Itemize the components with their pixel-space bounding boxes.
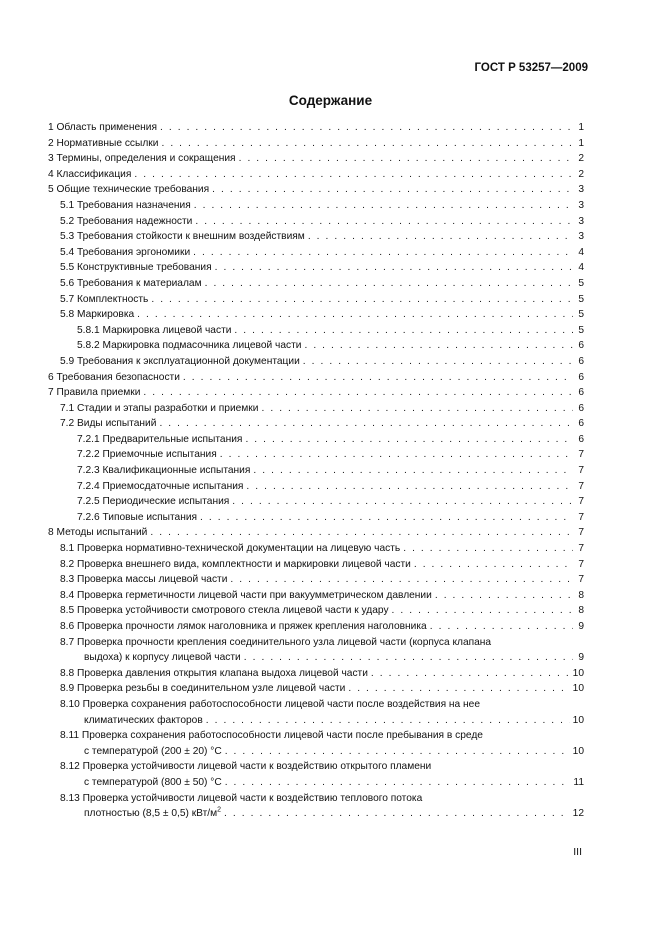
toc-entry-page: 7 [578, 574, 584, 586]
toc-entry-row [60, 713, 584, 729]
toc-entry-label: 8.4 Проверка герметичности лицевой части при вакуумметрическом давлении [60, 589, 432, 601]
toc-entry-row [60, 603, 584, 619]
toc-dot-leader [245, 432, 573, 448]
toc-entry-label: 3 Термины, определения и сокращения [48, 153, 236, 165]
toc-entry-row [60, 619, 584, 635]
toc-entry-label: 8.1 Проверка нормативно-технической документации на лицевую часть [60, 543, 401, 555]
toc-dot-leader [159, 416, 573, 432]
toc-entry-row [77, 463, 584, 479]
toc-entry-page: 7 [578, 558, 584, 570]
toc-entry-title-line: 8.7 Проверка прочности крепления соединительного узла лицевой части (корпуса клапана [60, 636, 492, 648]
toc-entry-page: 12 [572, 808, 584, 820]
toc-entry-label: 7.2.6 Типовые испытания [77, 511, 198, 523]
toc-dot-leader [435, 588, 573, 604]
toc-entry-label: 6 Требования безопасности [48, 371, 180, 383]
toc-dot-leader [308, 229, 573, 245]
toc-entry[interactable] [48, 229, 584, 245]
toc-entry[interactable] [48, 292, 584, 308]
toc-entry-row [48, 525, 584, 541]
toc-entry-page: 3 [578, 184, 584, 196]
toc-entry-row [60, 292, 584, 308]
toc-entry-row [60, 806, 584, 822]
toc-entry-page: 6 [578, 402, 584, 414]
toc-entry[interactable] [48, 307, 584, 323]
toc-dot-leader [183, 370, 573, 386]
toc-entry-row [77, 323, 584, 339]
toc-entry-row [48, 120, 584, 136]
toc-entry-page: 7 [578, 465, 584, 477]
toc-entry-label: 8.5 Проверка устойчивости смотрового стекла лицевой части к удару [60, 605, 389, 617]
toc-entry-page: 5 [578, 324, 584, 336]
toc-entry-page: 3 [578, 215, 584, 227]
toc-entry[interactable] [48, 588, 584, 604]
toc-entry-row [60, 650, 584, 666]
toc-entry[interactable] [48, 167, 584, 183]
toc-entry-label: 5 Общие технические требования [48, 184, 210, 196]
toc-entry-row [77, 338, 584, 354]
toc-entry[interactable] [48, 432, 584, 448]
toc-dot-leader [234, 323, 573, 339]
toc-entry-page: 2 [578, 153, 584, 165]
toc-entry-label: 7.1 Стадии и этапы разработки и приемки [60, 402, 259, 414]
toc-entry-page: 6 [578, 340, 584, 352]
toc-entry-row [77, 447, 584, 463]
toc-entry-label: 8.8 Проверка давления открытия клапана выдоха лицевой части [60, 667, 368, 679]
toc-entry-label: 7.2.3 Квалификационные испытания [77, 465, 251, 477]
toc-entry-page: 6 [578, 387, 584, 399]
toc-entry-row [60, 744, 584, 760]
toc-entry-page: 4 [578, 262, 584, 274]
toc-entry-label: 7.2.2 Приемочные испытания [77, 449, 217, 461]
toc-dot-leader [137, 307, 573, 323]
toc-entry-row [77, 479, 584, 495]
toc-entry-page: 7 [578, 527, 584, 539]
toc-entry-label: 1 Область применения [48, 122, 157, 133]
toc-dot-leader [348, 681, 569, 697]
toc-entry-label: 7.2.4 Приемосдаточные испытания [77, 480, 244, 492]
page-title: Содержание [288, 93, 373, 108]
toc-entry-label: 7 Правила приемки [48, 387, 141, 399]
toc-entry-label: 5.3 Требования стойкости к внешним воздействиям [60, 231, 305, 243]
toc-entry[interactable] [48, 151, 584, 167]
toc-entry-row [60, 541, 584, 557]
toc-entry-row [60, 681, 584, 697]
toc-dot-leader [160, 120, 573, 136]
toc-entry[interactable] [48, 245, 584, 261]
toc-entry[interactable] [48, 385, 584, 401]
toc-entry-page: 8 [578, 589, 584, 601]
toc-dot-leader [220, 447, 573, 463]
toc-entry-page: 7 [578, 480, 584, 492]
toc-entry-page: 6 [578, 418, 584, 430]
page-number: III [573, 846, 582, 858]
toc-entry-row [48, 167, 584, 183]
toc-entry-page: 6 [578, 371, 584, 383]
toc-dot-leader [230, 572, 573, 588]
toc-entry[interactable] [48, 759, 584, 790]
toc-dot-leader [215, 260, 573, 276]
toc-entry-page: 7 [578, 449, 584, 461]
toc-dot-leader [212, 182, 573, 198]
toc-entry-label: 5.8.2 Маркировка подмасочника лицевой части [77, 340, 302, 352]
toc-entry[interactable] [48, 619, 584, 635]
toc-entry-page: 7 [578, 496, 584, 508]
toc-entry-label: 8.2 Проверка внешнего вида, комплектности и маркировки лицевой части [60, 558, 411, 570]
toc-entry-label: 5.5 Конструктивные требования [60, 262, 212, 274]
toc-dot-leader [403, 541, 573, 557]
toc-dot-leader [206, 713, 570, 729]
toc-entry-row [60, 198, 584, 214]
toc-entry[interactable] [48, 338, 584, 354]
toc-dot-leader [193, 245, 573, 261]
toc-entry-superscript: 2 [217, 806, 222, 814]
toc-entry[interactable] [48, 728, 584, 759]
toc-dot-leader [430, 619, 573, 635]
toc-entry-page: 9 [578, 652, 584, 664]
toc-dot-leader [371, 666, 570, 682]
toc-entry-page: 3 [578, 199, 584, 211]
toc-entry[interactable] [48, 198, 584, 214]
toc-dot-leader [225, 775, 571, 791]
toc-entry-row [77, 432, 584, 448]
toc-entry-row [60, 229, 584, 245]
toc-entry-row [48, 370, 584, 386]
toc-entry-row [48, 151, 584, 167]
toc-dot-leader [225, 744, 570, 760]
toc-entry-label: 5.9 Требования к эксплуатационной документации [60, 355, 300, 367]
toc-entry[interactable] [48, 681, 584, 697]
toc-entry[interactable] [48, 572, 584, 588]
toc-entry[interactable] [48, 510, 584, 526]
toc-entry[interactable] [48, 635, 584, 666]
toc-entry-row [60, 276, 584, 292]
toc-entry-label: 5.8.1 Маркировка лицевой части [77, 324, 232, 336]
toc-entry-row [60, 354, 584, 370]
toc-entry[interactable] [48, 370, 584, 386]
toc-entry-label: выдоха) к корпусу лицевой части [84, 652, 241, 664]
toc-dot-leader [239, 151, 573, 167]
toc-entry-page: 5 [578, 277, 584, 289]
toc-entry-row [77, 510, 584, 526]
toc-entry[interactable] [48, 260, 584, 276]
toc-entry-page: 10 [572, 714, 584, 726]
toc-entry-label: 8 Методы испытаний [48, 527, 148, 539]
toc-entry-label: 8.6 Проверка прочности лямок наголовника и пряжек крепления наголовника [60, 621, 427, 632]
toc-entry-row [60, 260, 584, 276]
toc-entry[interactable] [48, 416, 584, 432]
toc-entry-row [60, 588, 584, 604]
toc-entry[interactable] [48, 354, 584, 370]
toc-entry-label: климатических факторов [84, 714, 203, 726]
toc-dot-leader [246, 479, 573, 495]
toc-entry-label: 5.4 Требования эргономики [60, 246, 191, 258]
toc-entry[interactable] [48, 463, 584, 479]
toc-dot-leader [303, 354, 573, 370]
toc-entry-row [48, 182, 584, 198]
toc-dot-leader [392, 603, 573, 619]
toc-entry-page: 1 [578, 122, 584, 133]
toc-entry-page: 5 [578, 293, 584, 305]
toc-entry[interactable] [48, 479, 584, 495]
toc-entry-row [48, 385, 584, 401]
toc-entry-label: 5.8 Маркировка [60, 309, 135, 321]
toc-entry-page: 10 [572, 683, 584, 695]
toc-entry-title-line: 8.11 Проверка сохранения работоспособности лицевой части после пребывания в среде [60, 730, 483, 742]
toc-dot-leader [150, 525, 573, 541]
toc-dot-leader [261, 401, 573, 417]
toc-entry-label: 7.2.1 Предварительные испытания [77, 433, 243, 445]
toc-dot-leader [253, 463, 573, 479]
toc-entry[interactable] [48, 214, 584, 230]
toc-entry[interactable] [48, 276, 584, 292]
toc-entry-row [60, 557, 584, 573]
toc-dot-leader [161, 136, 573, 152]
toc-entry-row [77, 494, 584, 510]
toc-entry[interactable] [48, 120, 584, 136]
toc-dot-leader [304, 338, 573, 354]
toc-entry-page: 5 [578, 309, 584, 321]
toc-dot-leader [232, 494, 573, 510]
toc-dot-leader [143, 385, 573, 401]
toc-entry-row [60, 666, 584, 682]
toc-entry-page: 7 [578, 511, 584, 523]
toc-entry-label: 7.2 Виды испытаний [60, 418, 157, 430]
toc-entry-row [60, 401, 584, 417]
toc-dot-leader [205, 276, 573, 292]
toc-entry-label: 5.1 Требования назначения [60, 199, 191, 211]
toc-entry-label: 4 Классификация [48, 168, 132, 180]
toc-dot-leader [134, 167, 573, 183]
toc-entry[interactable] [48, 136, 584, 152]
toc-entry-label: 8.3 Проверка массы лицевой части [60, 574, 228, 586]
toc-entry-row [60, 572, 584, 588]
toc-dot-leader [224, 806, 570, 822]
toc-entry-row [48, 136, 584, 152]
toc-entry-page: 7 [578, 543, 584, 555]
toc-entry-page: 8 [578, 605, 584, 617]
toc-entry-title-line: 8.13 Проверка устойчивости лицевой части к воздействию теплового потока [60, 792, 423, 804]
toc-entry-label: 7.2.5 Периодические испытания [77, 496, 230, 508]
toc-entry-row [60, 307, 584, 323]
toc-entry-label: плотностью (8,5 ± 0,5) кВт/$м^2$ [84, 806, 222, 820]
toc-entry[interactable] [48, 447, 584, 463]
toc-entry-page: 11 [573, 776, 584, 788]
toc-dot-leader [244, 650, 573, 666]
toc-entry-page: 9 [578, 621, 584, 632]
toc-entry-title-line: 8.12 Проверка устойчивости лицевой части к воздействию открытого пламени [60, 761, 432, 773]
toc-entry[interactable] [48, 525, 584, 541]
toc-dot-leader [151, 292, 573, 308]
toc-entry[interactable] [48, 401, 584, 417]
toc-dot-leader [195, 214, 573, 230]
toc-entry[interactable] [48, 791, 584, 822]
toc-entry-page: 6 [578, 355, 584, 367]
toc-entry-label: 8.9 Проверка резьбы в соединительном узле лицевой части [60, 683, 346, 695]
toc-dot-leader [194, 198, 573, 214]
toc-entry[interactable] [48, 697, 584, 728]
document-code: ГОСТ Р 53257—2009 [474, 62, 588, 74]
toc-entry-label: 2 Нормативные ссылки [48, 137, 159, 149]
toc-entry-row [60, 214, 584, 230]
toc-entry-page: 1 [578, 137, 584, 149]
toc-entry-page: 3 [578, 231, 584, 243]
toc-entry-page: 10 [572, 745, 584, 757]
toc-entry[interactable] [48, 323, 584, 339]
toc-entry-page: 6 [578, 433, 584, 445]
toc-entry-page: 10 [572, 667, 584, 679]
toc-entry-label: с температурой (200 ± 20) °С [84, 745, 222, 757]
toc-entry-label: 5.6 Требования к материалам [60, 277, 202, 289]
toc-dot-leader [414, 557, 573, 573]
toc-entry-label: 5.7 Комплектность [60, 293, 149, 305]
toc-dot-leader [200, 510, 573, 526]
toc-entry[interactable] [48, 182, 584, 198]
toc-entry[interactable] [48, 666, 584, 682]
toc-entry-page: 4 [578, 246, 584, 258]
table-of-contents [48, 120, 584, 822]
toc-entry-title-line: 8.10 Проверка сохранения работоспособности лицевой части после воздействия на нее [60, 698, 481, 710]
toc-entry-row [60, 775, 584, 791]
toc-entry-label: 5.2 Требования надежности [60, 215, 193, 227]
toc-entry-label: с температурой (800 ± 50) °С [84, 776, 222, 788]
toc-entry[interactable] [48, 494, 584, 510]
toc-entry[interactable] [48, 541, 584, 557]
toc-entry-page: 2 [578, 168, 584, 180]
toc-entry[interactable] [48, 557, 584, 573]
toc-entry[interactable] [48, 603, 584, 619]
toc-entry-row [60, 416, 584, 432]
toc-entry-row [60, 245, 584, 261]
